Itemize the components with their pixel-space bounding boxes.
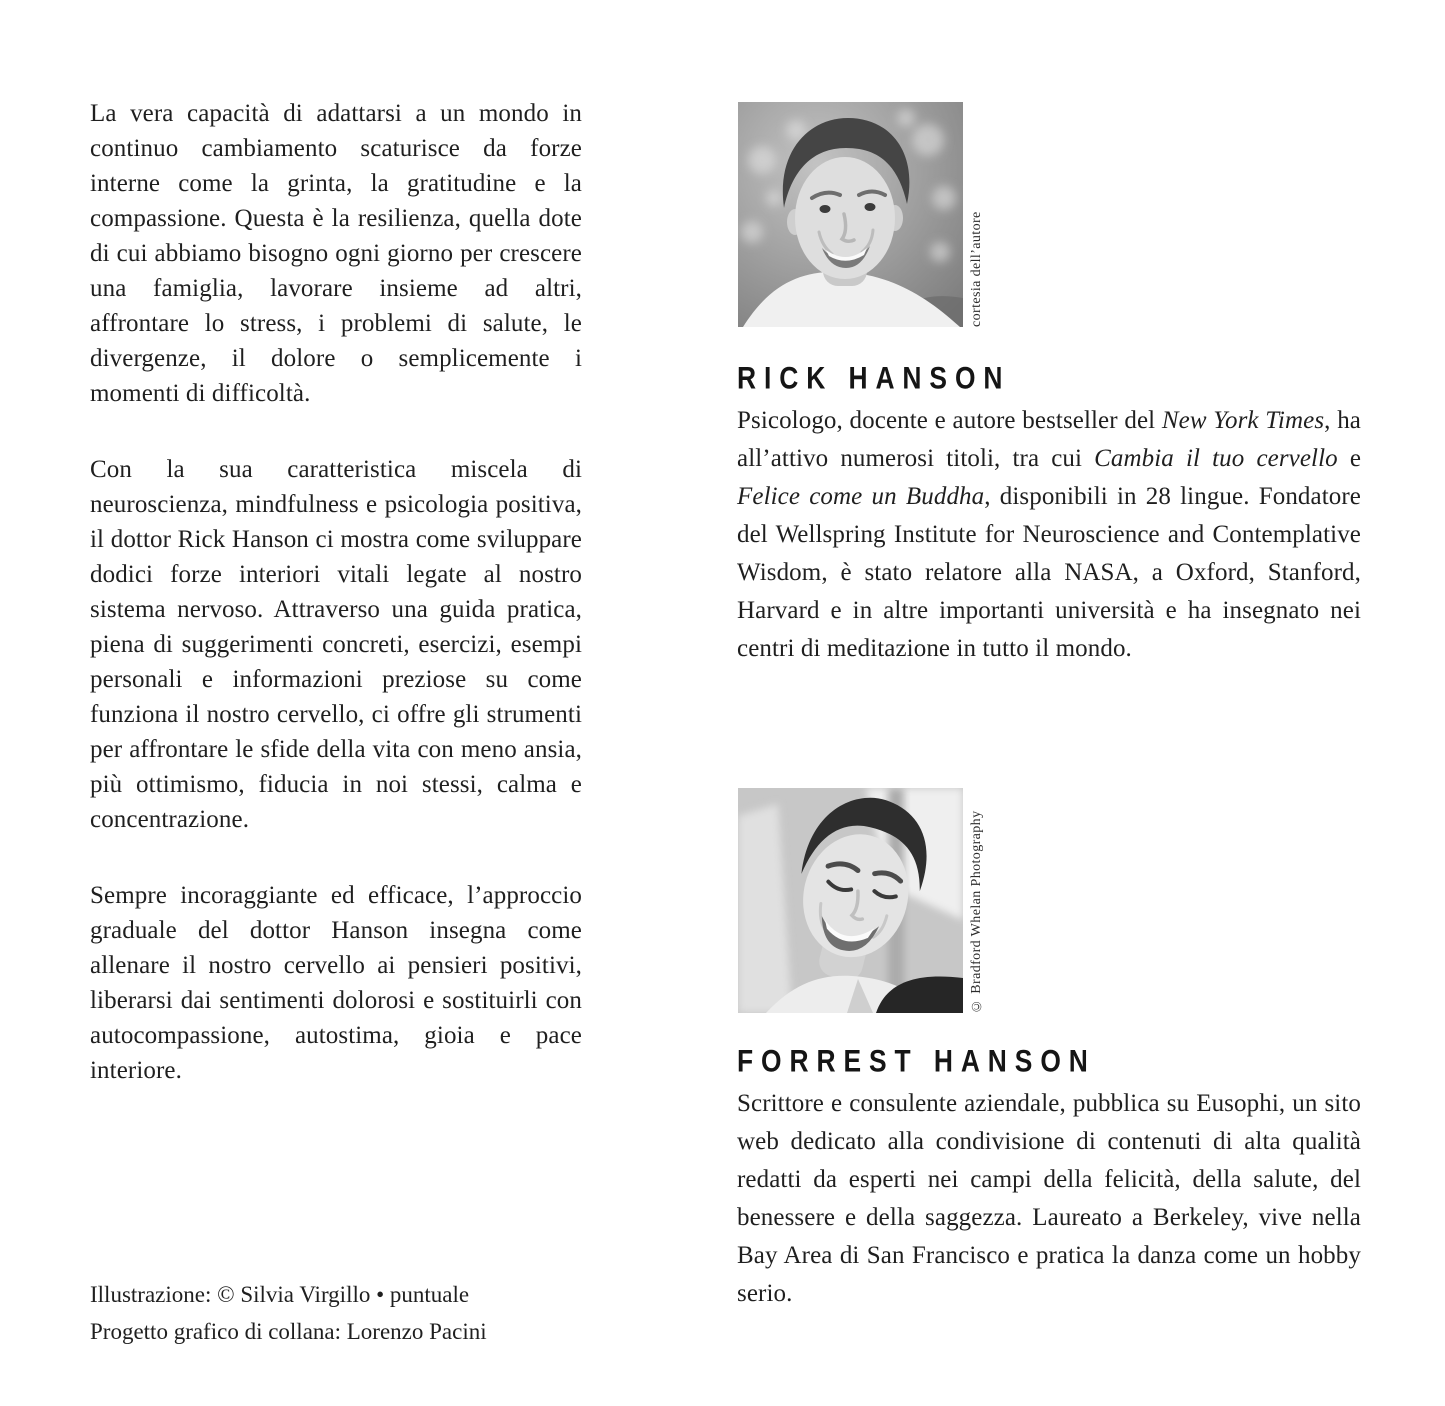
forrest-hanson-photo (738, 788, 963, 1013)
rick-hanson-bio (737, 402, 1361, 668)
forrest-hanson-name-heading: FORREST HANSON (737, 1044, 1096, 1079)
forrest-hanson-portrait-image (738, 788, 963, 1013)
colophon-credits (90, 1276, 670, 1350)
rick-photo-credit: cortesia dell’autore (969, 211, 984, 327)
bio-text-segment: , ha all’attivo numerosi titoli, tra cui (737, 407, 1361, 472)
bio-italic-title: Felice come un Buddha (737, 483, 985, 510)
rick-hanson-name-heading: RICK HANSON (737, 361, 1011, 396)
synopsis-paragraph-2: Con la sua caratteristica miscela di neuroscienza, mindfulness e psicologia positiva, il dottor Rick Hanson ci mostra come sviluppare dodici forze interiori vitali legate al nostro sistema nervoso. Attraverso una guida pratica, piena di suggerimenti concreti, esercizi, esempi personali e informazioni preziose su come funziona il nostro cervello, ci offre gli strumenti per affrontare le sfide della vita con meno ansia, più ottimismo, fiducia in noi stessi, calma e concentrazione. (90, 456, 582, 833)
synopsis-column (90, 96, 582, 1088)
bio-text-segment: , disponibili in 28 lingue. Fondatore del Wellspring Institute for Neuroscience and Contemplative Wisdom, è stato relatore alla NASA, a Oxford, Stanford, Harvard e in altre importanti università e ha insegnato nei centri di meditazione in tutto il mondo. (737, 483, 1361, 662)
synopsis-paragraph-1: La vera capacità di adattarsi a un mondo in continuo cambiamento scaturisce da forze interne come la grinta, la gratitudine e la compassione. Questa è la resilienza, quella dote di cui abbiamo bisogno ogni giorno per crescere una famiglia, lavorare insieme ad altri, affrontare lo stress, i problemi di salute, le divergenze, il dolore o semplicemente i momenti di difficoltà. (90, 100, 582, 407)
bio-text-segment: e (1337, 445, 1362, 472)
synopsis-paragraph-3: Sempre incoraggiante ed efficace, l’approccio graduale del dottor Hanson insegna come allenare il nostro cervello ai pensieri positivi, liberarsi dai sentimenti dolorosi e sostituirli con autocompassione, autostima, gioia e pace interiore. (90, 882, 582, 1084)
bio-italic-title: Cambia il tuo cervello (1094, 445, 1338, 472)
bio-italic-title: New York Times (1161, 407, 1325, 434)
rick-hanson-photo (738, 102, 963, 327)
rick-hanson-portrait-image (738, 102, 963, 327)
bio-text-segment: Psicologo, docente e autore bestseller del (737, 407, 1162, 434)
forrest-photo-credit: © Bradford Whelan Photography (969, 810, 984, 1013)
illustration-credit: Illustrazione: © Silvia Virgillo • puntuale (90, 1282, 470, 1307)
series-design-credit: Progetto grafico di collana: Lorenzo Pacini (90, 1319, 487, 1344)
forrest-hanson-bio: Scrittore e consulente aziendale, pubblica su Eusophi, un sito web dedicato alla condivisione di contenuti di alta qualità redatti da esperti nei campi della felicità, della salute, del benessere e della saggezza. Laureato a Berkeley, vive nella Bay Area di San Francisco e pratica la danza come un hobby serio. (737, 1090, 1361, 1307)
